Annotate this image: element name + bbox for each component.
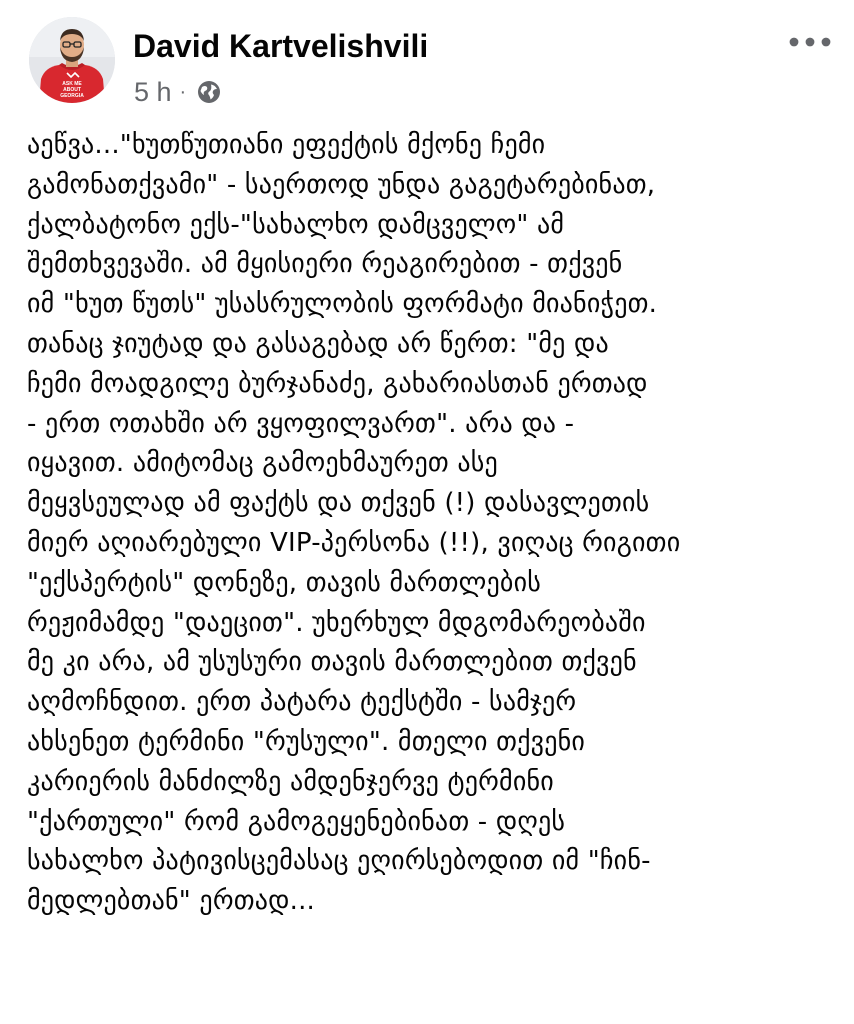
- globe-icon[interactable]: [196, 79, 222, 105]
- post-header: [0, 0, 854, 120]
- post-text-line: მიერ აღიარებული VIP-პერსონა (!!), ვიღაც რიგითი: [27, 527, 681, 558]
- post-text-line: ჩემი მოადგილე ბურჯანაძე, გახარიასთან ერთად: [27, 368, 648, 399]
- avatar-shirt-text-1: ASK ME: [62, 81, 82, 87]
- post-text-line: კარიერის მანძილზე ამდენჯერვე ტერმინი: [27, 766, 554, 797]
- more-options-icon: [788, 36, 832, 48]
- post-text-line: თანაც ჯიუტად და გასაგებად არ წერთ: "მე და: [27, 328, 609, 359]
- post-meta: [134, 74, 222, 110]
- post-text-line: გამონათქვამი" - საერთოდ უნდა გაგეტარებინათ,: [27, 169, 656, 200]
- post-text-line: შემთხვევაში. ამ მყისიერი რეაგირებით - თქვენ: [27, 249, 623, 280]
- post-text-line: აღმოჩნდით. ერთ პატარა ტექსტში - სამჯერ: [27, 687, 577, 718]
- author-name[interactable]: David Kartvelishvili: [133, 28, 429, 64]
- post-text-line: რეჟიმამდე "დაეცით". უხერხულ მდგომარეობაში: [27, 607, 646, 638]
- post-text-line: "ქართული" რომ გამოგეყენებინათ - დღეს: [27, 806, 566, 837]
- post-text-line: სახალხო პატივისცემასაც ეღირსებოდით იმ "ჩინ-: [27, 846, 651, 877]
- post-text-line: "ექსპერტის" დონეზე, თავის მართლების: [27, 567, 542, 598]
- avatar[interactable]: [29, 17, 115, 103]
- post-timestamp[interactable]: 5 h: [134, 76, 172, 107]
- avatar-photo: [29, 17, 115, 103]
- post-text: [27, 126, 842, 922]
- meta-separator: ·: [179, 80, 187, 103]
- post-text-line: ახსენეთ ტერმინი "რუსული". მთელი თქვენი: [27, 726, 586, 757]
- post-text-line: ქალბატონო ექს-"სახალხო დამცველო" ამ: [27, 209, 565, 240]
- post-text-line: მეყვსეულად ამ ფაქტს და თქვენ (!) დასავლეთის: [27, 488, 650, 519]
- post-text-line: აეწვა..."ხუთწუთიანი ეფექტის მქონე ჩემი: [27, 130, 546, 160]
- post-text-line: იყავით. ამიტომაც გამოეხმაურეთ ასე: [27, 448, 498, 479]
- post-text-line: იმ "ხუთ წუთს" უსასრულობის ფორმატი მიანიჭეთ.: [27, 289, 658, 320]
- more-options-button[interactable]: [782, 26, 838, 58]
- post-text-line: მედლებთან" ერთად...: [27, 886, 315, 917]
- post-text-line: - ერთ ოთახში არ ვყოფილვართ". არა და -: [27, 408, 575, 439]
- avatar-shirt-text-3: GEORGIA: [60, 93, 84, 99]
- post-text-line: მე კი არა, ამ უსუსური თავის მართლებით თქვენ: [27, 647, 637, 678]
- avatar-shirt-text-2: ABOUT: [63, 87, 81, 93]
